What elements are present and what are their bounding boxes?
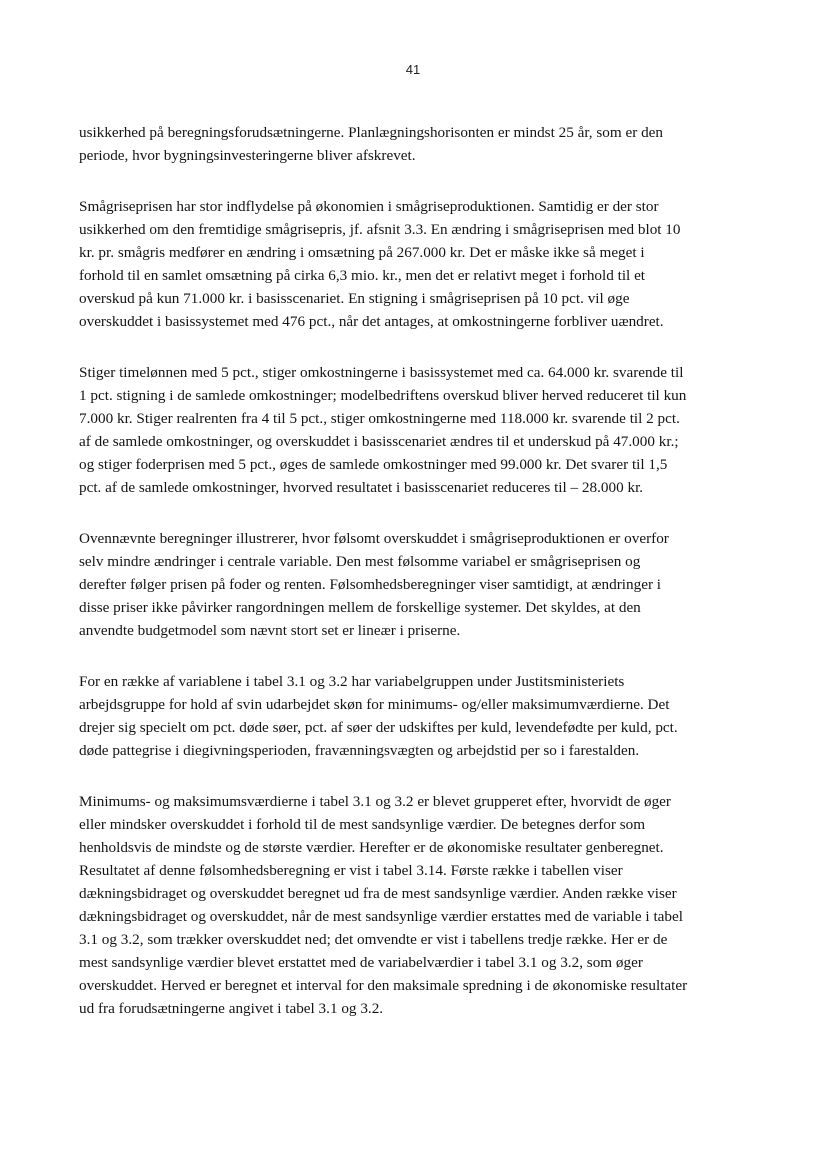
- paragraph-planning-horizon: usikkerhed på beregningsforudsætningerne. Planlægningshorisonten er mindst 25 år, som er den periode, hvor bygningsinvesteringerne bliver afskrevet.: [79, 124, 664, 164]
- document-body: [79, 121, 747, 1048]
- paragraph-sensitivity-summary: Ovennævnte beregninger illustrerer, hvor følsomt overskuddet i smågriseproduktionen er overfor selv mindre ændringer i centrale variable. Den mest følsomme variabel er smågriseprisen og derefter følger prisen på foder og renten. Følsomhedsberegninger viser samtidigt, at ændringer i disse priser ikke påvirker rangordningen mellem de forskellige systemer. Det skyldes, at den anvendte budgetmodel som nævnt stort set er lineær i priserne.: [79, 530, 669, 639]
- page-number: 41: [405, 62, 421, 77]
- paragraph-wage-interest-feed: Stiger timelønnen med 5 pct., stiger omkostningerne i basissystemet med ca. 64.000 kr. svarende til 1 pct. stigning i de samlede omkostninger; modelbedriftens overskud bliver herved reduceret til kun 7.000 kr. Stiger realrenten fra 4 til 5 pct., stiger omkostningerne med 118.000 kr. svarende til 2 pct. af de samlede omkostninger, og overskuddet i basisscenariet ændres til et underskud på 47.000 kr.; og stiger foderprisen med 5 pct., øges de samlede omkostninger med 99.000 kr. Det svarer til 1,5 pct. af de samlede omkostninger, hvorved resultatet i basisscenariet reduceres til – 28.000 kr.: [79, 364, 687, 496]
- paragraph-piglet-price: Smågriseprisen har stor indflydelse på økonomien i smågriseproduktionen. Samtidig er der stor usikkerhed om den fremtidige smågrisepris, jf. afsnit 3.3. En ændring i smågriseprisen med blot 10 kr. pr. smågris medfører en ændring i omsætning på 267.000 kr. Det er måske ikke så meget i forhold til en samlet omsætning på cirka 6,3 mio. kr., men det er relativt meget i forhold til et overskud på kun 71.000 kr. i basisscenariet. En stigning i smågriseprisen på 10 pct. vil øge overskuddet i basissystemet med 476 pct., når det antages, at omkostningerne forbliver uændret.: [79, 198, 681, 330]
- paragraph-variable-estimates: For en række af variablene i tabel 3.1 og 3.2 har variabelgruppen under Justitsministeriets arbejdsgruppe for hold af svin udarbejdet skøn for minimums- og/eller maksimumværdierne. Det drejer sig specielt om pct. døde søer, pct. af søer der udskiftes per kuld, levendefødte per kuld, pct. døde pattegrise i diegivningsperioden, fravænningsvægten og arbejdstid per so i farestalden.: [79, 673, 678, 759]
- paragraph-min-max-values: Minimums- og maksimumsværdierne i tabel 3.1 og 3.2 er blevet grupperet efter, hvorvidt de øger eller mindsker overskuddet i forhold til de mest sandsynlige værdier. De betegnes derfor som henholdsvis de mindste og de største værdier. Herefter er de økonomiske resultater genberegnet. Resultatet af denne følsomhedsberegning er vist i tabel 3.14. Første række i tabellen viser dækningsbidraget og overskuddet beregnet ud fra de mest sandsynlige værdier. Anden række viser dækningsbidraget og overskuddet, når de mest sandsynlige værdier erstattes med de variable i tabel 3.1 og 3.2, som trækker overskuddet ned; det omvendte er vist i tabellens tredje række. Her er de mest sandsynlige værdier blevet erstattet med de variabelværdier i tabel 3.1 og 3.2, som øger overskuddet. Herved er beregnet et interval for den maksimale spredning i de økonomiske resultater ud fra forudsætningerne angivet i tabel 3.1 og 3.2.: [79, 793, 688, 1017]
